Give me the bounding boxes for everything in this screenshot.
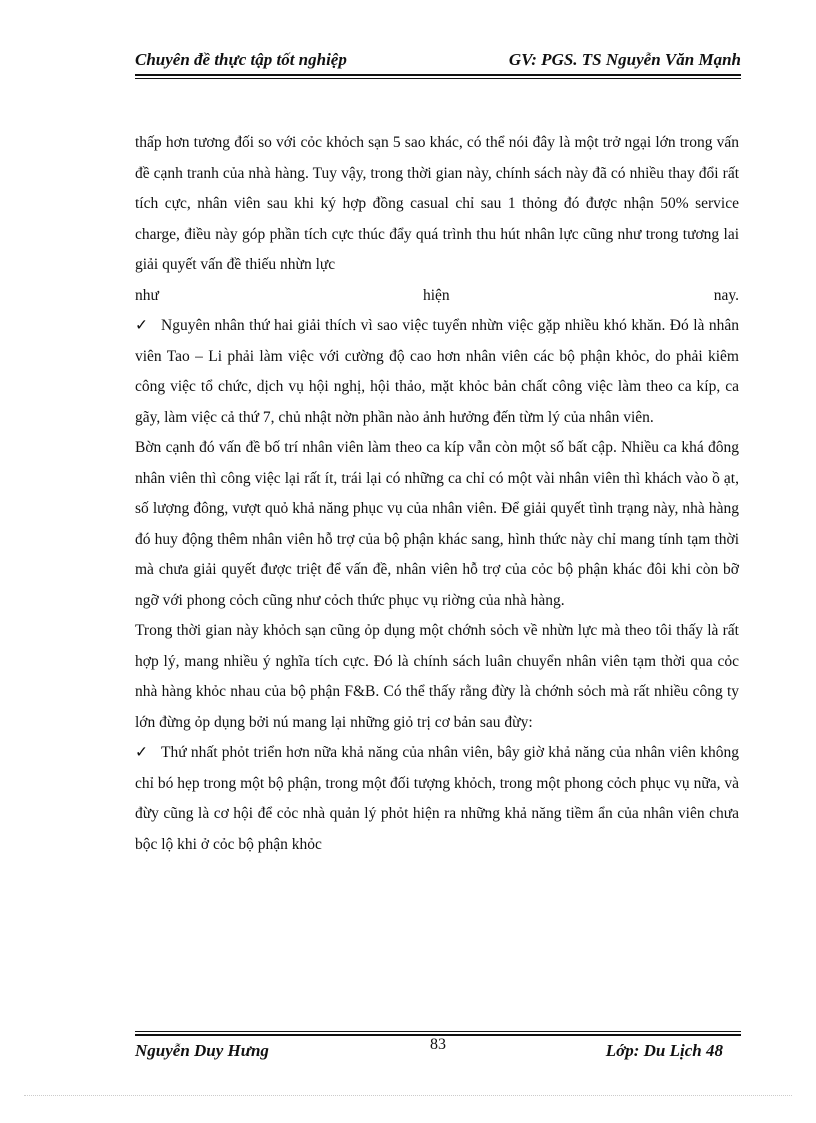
header-report-title: Chuyên đề thực tập tốt nghiệp [135,50,347,69]
paragraph-3 [135,433,739,616]
page-number: 83 [430,1036,446,1053]
last-line-word: hiện [422,286,450,304]
page-header [135,50,741,74]
checkmark-icon: ✓ [135,744,148,761]
header-rule-thin [135,78,741,79]
paragraph-3-text: Bờn cạnh đó vấn đề bố trí nhân viên làm theo ca kíp vẫn còn một số bất cập. Nhiều ca khá đông nhân viên thì công việc lại rất ít, trái lại có những ca chỉ có một vài nhân viên thì khách vào ồ ạt, số lượng đông, vượt quỏ khả năng phục vụ của nhân viên. Để giải quyết tình trạng này, nhà hàng đó huy động thêm nhân viên hỗ trợ của bộ phận khác sang, hình thức này chỉ mang tính tạm thời mà chưa giải quyết được triệt để vấn đề, nhân viên hỗ trợ của cỏc bộ phận khác đôi khi còn bỡ ngỡ với phong cỏch cũng như cỏch thức phục vụ riờng của nhà hàng. [135,439,739,609]
checkmark-icon: ✓ [135,317,148,334]
paragraph-5 [135,738,739,860]
last-line-word: như [135,286,159,304]
paragraph-4 [135,616,739,738]
paragraph-1-text: thấp hơn tương đối so với cỏc khỏch sạn 5 sao khác, có thể nói đây là một trở ngại lớn trong vấn đề cạnh tranh của nhà hàng. Tuy vậy, trong thời gian này, chính sách này đã có nhiều thay đổi rất tích cực, nhân viên sau khi ký hợp đồng casual chỉ sau 1 thỏng đó được nhận 50% service charge, điều này góp phần tích cực thúc đẩy quá trình thu hút nhân lực cũng như trong tương lai giải quyết vấn đề thiếu nhừn lực [135,134,739,273]
footer-author: Nguyễn Duy Hưng [135,1041,269,1060]
page-edge-divider [24,1095,792,1096]
paragraph-5-text: Thứ nhất phỏt triển hơn nữa khả năng của nhân viên, bây giờ khả năng của nhân viên không chỉ bó hẹp trong một bộ phận, trong một đối tượng khỏch, trong một phong cỏch phục vụ nữa, và đừy cũng là cơ hội để cỏc nhà quản lý phỏt hiện ra những khả năng tiềm ẩn của nhân viên chưa bộc lộ khi ở cỏc bộ phận khỏc [135,744,739,853]
paragraph-4-text: Trong thời gian này khỏch sạn cũng ỏp dụng một chớnh sỏch về nhừn lực mà theo tôi thấy là rất hợp lý, mang nhiều ý nghĩa tích cực. Đó là chính sách luân chuyển nhân viên tạm thời qua cỏc nhà hàng khỏc nhau của bộ phận F&B. Có thể thấy rằng đừy là chớnh sỏch mà rất nhiều công ty lớn đừng ỏp dụng bởi nú mang lại những giỏ trị cơ bản sau đừy: [135,622,739,731]
header-supervisor: GV: PGS. TS Nguyễn Văn Mạnh [508,50,741,69]
paragraph-2 [135,311,739,433]
last-line-word: nay. [713,286,739,304]
paragraph-1-last-line [135,281,739,312]
footer-class: Lớp: Du Lịch 48 [605,1041,723,1060]
paragraph-2-text: Nguyên nhân thứ hai giải thích vì sao việc tuyển nhừn việc gặp nhiều khó khăn. Đó là nhân viên Tao – Li phải làm việc với cường độ cao hơn nhân viên các bộ phận khỏc, do phải kiêm công việc tổ chức, dịch vụ hội nghị, hội thảo, mặt khỏc bản chất công việc làm theo ca kíp, ca gãy, làm việc cả thứ 7, chủ nhật nờn phần nào ảnh hưởng đến từm lý của nhân viên. [135,317,739,426]
body-text [135,128,739,860]
header-rule-thick [135,74,741,76]
page-footer [135,1038,741,1064]
paragraph-1 [135,128,739,281]
footer-rule-thin [135,1031,741,1032]
